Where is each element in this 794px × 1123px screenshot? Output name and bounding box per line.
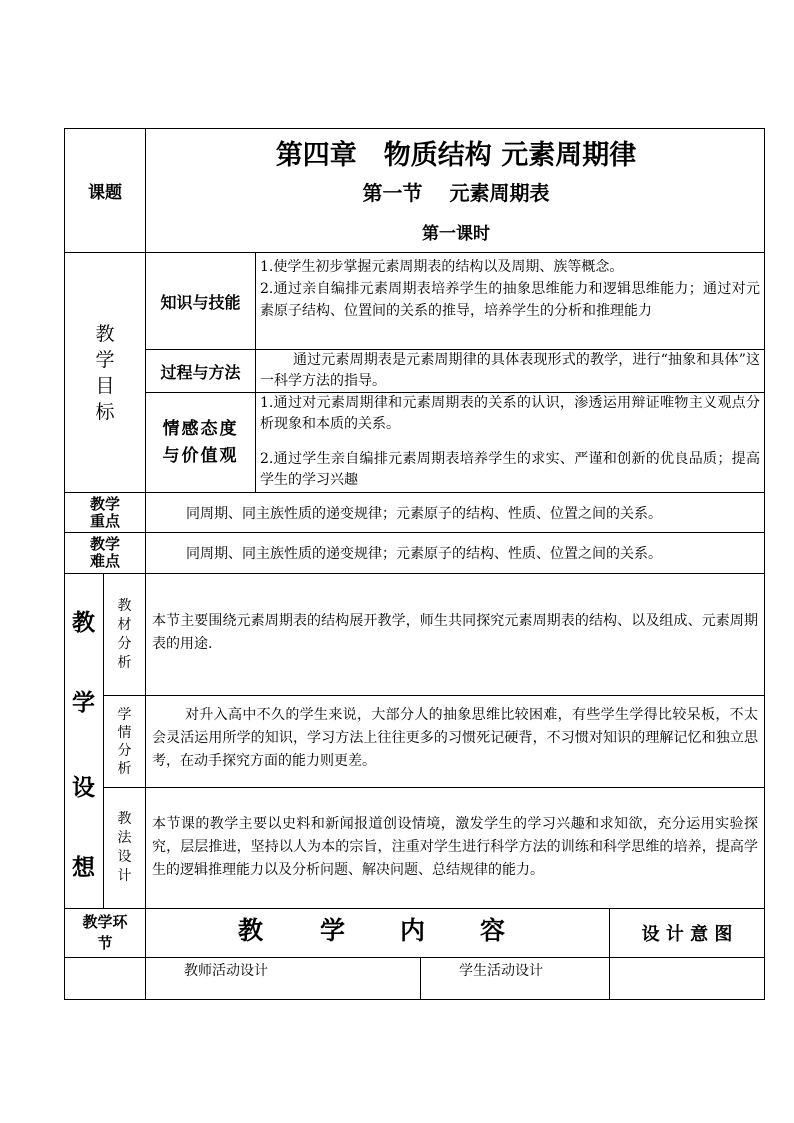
emotion-line-2: 2.通过学生亲自编排元素周期表培养学生的求实、严谨和创新的优良品质；提高学生的学习兴趣	[260, 451, 760, 488]
lesson-title: 第一课时	[422, 223, 490, 244]
objectives-label-char: 学	[95, 348, 115, 371]
difficulties-text: 同周期、同主族性质的递变规律；元素原子的结构、性质、位置之间的关系。	[186, 546, 662, 562]
stage-empty-cell	[64, 957, 146, 1000]
content-header-char: 容	[480, 916, 506, 945]
student-activity-cell	[420, 957, 610, 1000]
intent-header-cell	[609, 908, 765, 958]
content-header-cell	[145, 908, 610, 958]
method-text: 本节课的教学主要以史料和新闻报道创设情境，激发学生的学习兴趣和求知欲，充分运用实验探究，层层推进，坚持以人为本的宗旨，注重对学生进行科学方法的训练和科学思维的培养，提高学生的逻辑推理能力以及分析问题、解决问题、总结规律的能力。	[152, 816, 758, 878]
design-label-cell	[64, 573, 104, 909]
objectives-label-char: 标	[95, 400, 115, 423]
emotion-content-cell	[255, 392, 765, 493]
knowledge-line-1: 1.使学生初步掌握元素周期表的结构以及周期、族等概念。	[260, 259, 624, 275]
material-label-char: 分	[117, 635, 132, 652]
topic-label-cell	[64, 128, 146, 253]
students-text: 对升入高中不久的学生来说，大部分人的抽象思维比较困难，有些学生学得比较呆板，不太会灵活运用所学的知识，学习方法上往往更多的习惯死记硬背，不习惯对知识的理解记忆和独立思考，在动手探究方面的能力则更差。	[152, 707, 758, 769]
process-content-cell	[255, 349, 765, 393]
stage-label-line-2: 节	[97, 934, 113, 952]
topic-label: 课题	[88, 183, 122, 203]
students-label-cell	[103, 695, 146, 788]
material-label-char: 教	[117, 597, 132, 614]
emotion-label-line-1: 情感态度	[162, 418, 239, 439]
material-label-char: 材	[117, 616, 132, 633]
key-points-text: 同周期、同主族性质的递变规律；元素原子的结构、性质、位置之间的关系。	[186, 505, 662, 522]
material-text: 本节主要围绕元素周期表的结构展开教学，师生共同探究元素周期表的结构、以及组成、元素周期表的用途.	[152, 613, 758, 652]
students-label-char: 学	[117, 706, 132, 723]
key-points-label-cell	[64, 492, 146, 533]
objectives-label-char: 目	[95, 374, 115, 397]
difficulties-label-line-1: 教学	[89, 535, 120, 553]
intent-empty-cell	[609, 957, 765, 1000]
method-label-char: 法	[117, 830, 132, 846]
stage-label-line-1: 教学环	[82, 913, 128, 931]
chapter-title: 第四章 物质结构 元素周期律	[275, 139, 637, 171]
design-label-char: 想	[72, 854, 95, 881]
students-content-cell	[145, 695, 765, 788]
objectives-label-char: 教	[95, 322, 115, 345]
section-title: 第一节 元素周期表	[362, 180, 550, 205]
material-content-cell	[145, 573, 765, 696]
key-points-content-cell	[145, 492, 765, 533]
emotion-label-cell	[145, 392, 256, 493]
method-label-cell	[103, 787, 146, 909]
knowledge-line-2: 2.通过亲自编排元素周期表培养学生的抽象思维能力和逻辑思维能力；通过对元素原子结构、位置间的关系的推导，培养学生的分析和推理能力	[260, 281, 760, 319]
difficulties-label-cell	[64, 532, 146, 574]
students-label-char: 情	[117, 724, 132, 741]
process-text: 通过元素周期表是元素周期律的具体表现形式的教学，进行“抽象和具体”这一科学方法的指导。	[260, 352, 760, 389]
method-label-char: 计	[117, 868, 132, 884]
method-label-char: 教	[117, 811, 132, 827]
design-label-char: 学	[72, 689, 95, 716]
students-label-char: 析	[117, 760, 132, 777]
content-header-char: 内	[400, 916, 426, 945]
method-label-char: 设	[117, 849, 132, 865]
emotion-label-line-2: 与价值观	[162, 445, 239, 466]
process-label: 过程与方法	[160, 362, 241, 382]
material-label-char: 析	[117, 654, 132, 671]
intent-header: 设 计 意 图	[641, 924, 733, 945]
process-label-cell	[145, 349, 256, 393]
method-content-cell	[145, 787, 765, 909]
difficulties-label-line-2: 难点	[89, 552, 120, 570]
knowledge-label-cell	[145, 252, 256, 350]
knowledge-content-cell	[255, 252, 765, 350]
teacher-activity-cell	[145, 957, 421, 1000]
material-label-cell	[103, 573, 146, 696]
design-label-char: 设	[72, 774, 95, 801]
teacher-activity-label: 教师活动设计	[184, 963, 268, 979]
stage-label-cell	[64, 908, 146, 958]
students-label-char: 分	[117, 742, 132, 759]
difficulties-content-cell	[145, 532, 765, 574]
emotion-line-1: 1.通过对元素周期律和元素周期表的关系的认识，渗透运用辩证唯物主义观点分析现象和本质的关系。	[260, 395, 760, 432]
design-label-char: 教	[72, 609, 95, 636]
content-header-char: 学	[320, 916, 346, 945]
key-points-label-line-2: 重点	[89, 511, 120, 530]
knowledge-label: 知识与技能	[160, 292, 241, 312]
objectives-label-cell	[64, 252, 146, 493]
content-header-char: 教	[238, 916, 264, 945]
student-activity-label: 学生活动设计	[459, 963, 543, 979]
topic-content-cell	[145, 128, 765, 253]
key-points-label-line-1: 教学	[89, 494, 120, 513]
